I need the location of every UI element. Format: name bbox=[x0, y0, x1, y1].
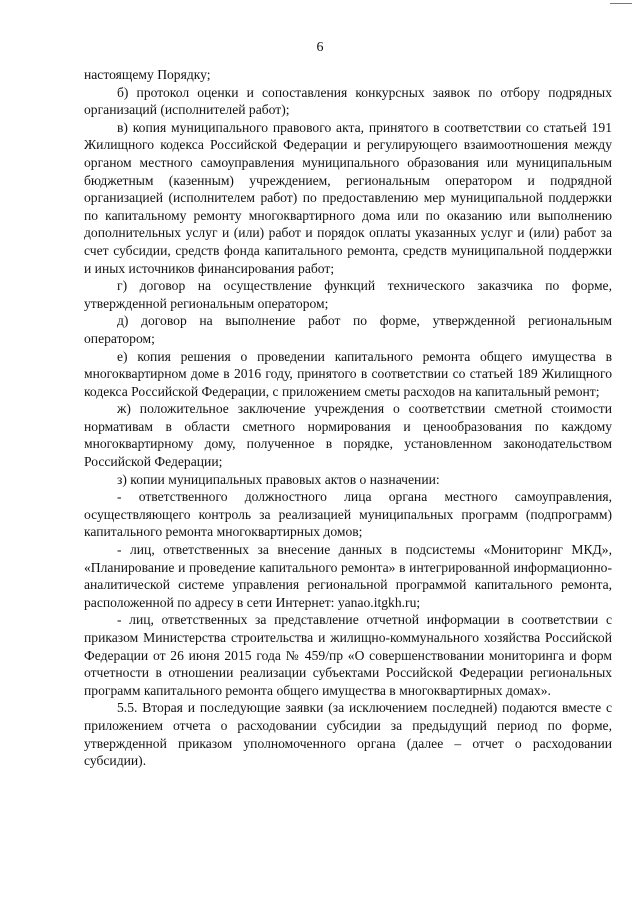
paragraph-item-z-2: - лиц, ответственных за внесение данных в подсистемы «Мониторинг МКД», «Планирование и проведение капитального ремонта» в интегрированной информационно-аналитической системе управления региональной программой капитального ремонта, расположенной по адресу в сети Интернет: yanao.itgkh.ru; bbox=[84, 542, 612, 610]
paragraph-item-e: е) копия решения о проведении капитального ремонта общего имущества в многоквартирном доме в 2016 году, принятого в соответствии со статьей 189 Жилищного кодекса Российской Федерации, с приложением сметы расходов на капитальный ремонт; bbox=[84, 348, 612, 399]
paragraph-item-z-3: - лиц, ответственных за представление отчетной информации в соответствии с приказом Министерства строительства и жилищно-коммунального хозяйства Российской Федерации от 26 июня 2015 года № 459/пр «О совершенствовании мониторинга и форм отчетности в отношении реализации субъектами Российской Федерации региональных программ капитального ремонта общего имущества в многоквартирных домах». bbox=[84, 612, 612, 698]
paragraph-item-d: д) договор на выполнение работ по форме, утвержденной региональным оператором; bbox=[84, 313, 612, 346]
document-body bbox=[84, 66, 612, 770]
paragraph-item-b: б) протокол оценки и сопоставления конкурсных заявок по отбору подрядных организаций (исполнителей работ); bbox=[84, 84, 612, 118]
paragraph-item-g: г) договор на осуществление функций технического заказчика по форме, утвержденной региональным оператором; bbox=[84, 278, 612, 311]
corner-mark bbox=[610, 0, 632, 4]
paragraph-item-z-1: - ответственного должностного лица органа местного самоуправления, осуществляющего контроль за реализацией муниципальных программ (подпрограмм) капитального ремонта многоквартирных домов; bbox=[84, 489, 612, 540]
page-number: 6 bbox=[316, 40, 324, 55]
paragraph-continuation: настоящему Порядку; bbox=[84, 67, 211, 82]
paragraph-item-z: з) копии муниципальных правовых актов о назначении: bbox=[117, 471, 440, 487]
paragraph-item-v: в) копия муниципального правового акта, принятого в соответствии со статьей 191 Жилищного кодекса Российской Федерации и регулирующего взаимоотношения между органом местного самоуправления муниципального образования или муниципальным бюджетным (казенным) учреждением, региональным оператором и подрядной организацией (исполнителем работ) по предоставлению мер муниципальной поддержки по капитальному ремонту многоквартирного дома или по оказанию или выполнению дополнительных услуг и (или) работ и порядок оплаты указанных услуг и (или) работ за счет субсидии, средств фонда капитального ремонта, средств муниципальной поддержки и иных источников финансирования работ; bbox=[84, 119, 612, 276]
paragraph-item-5-5: 5.5. Вторая и последующие заявки (за исключением последней) подаются вместе с приложением отчета о расходовании субсидии за предыдущий период по форме, утвержденной приказом уполномоченного органа (далее – отчет о расходовании субсидии). bbox=[84, 700, 612, 769]
paragraph-item-zh: ж) положительное заключение учреждения о соответствии сметной стоимости нормативам в области сметного нормирования и ценообразования по каждому многоквартирному дому, полученное в порядке, установленном законодательством Российской Федерации; bbox=[84, 401, 612, 470]
